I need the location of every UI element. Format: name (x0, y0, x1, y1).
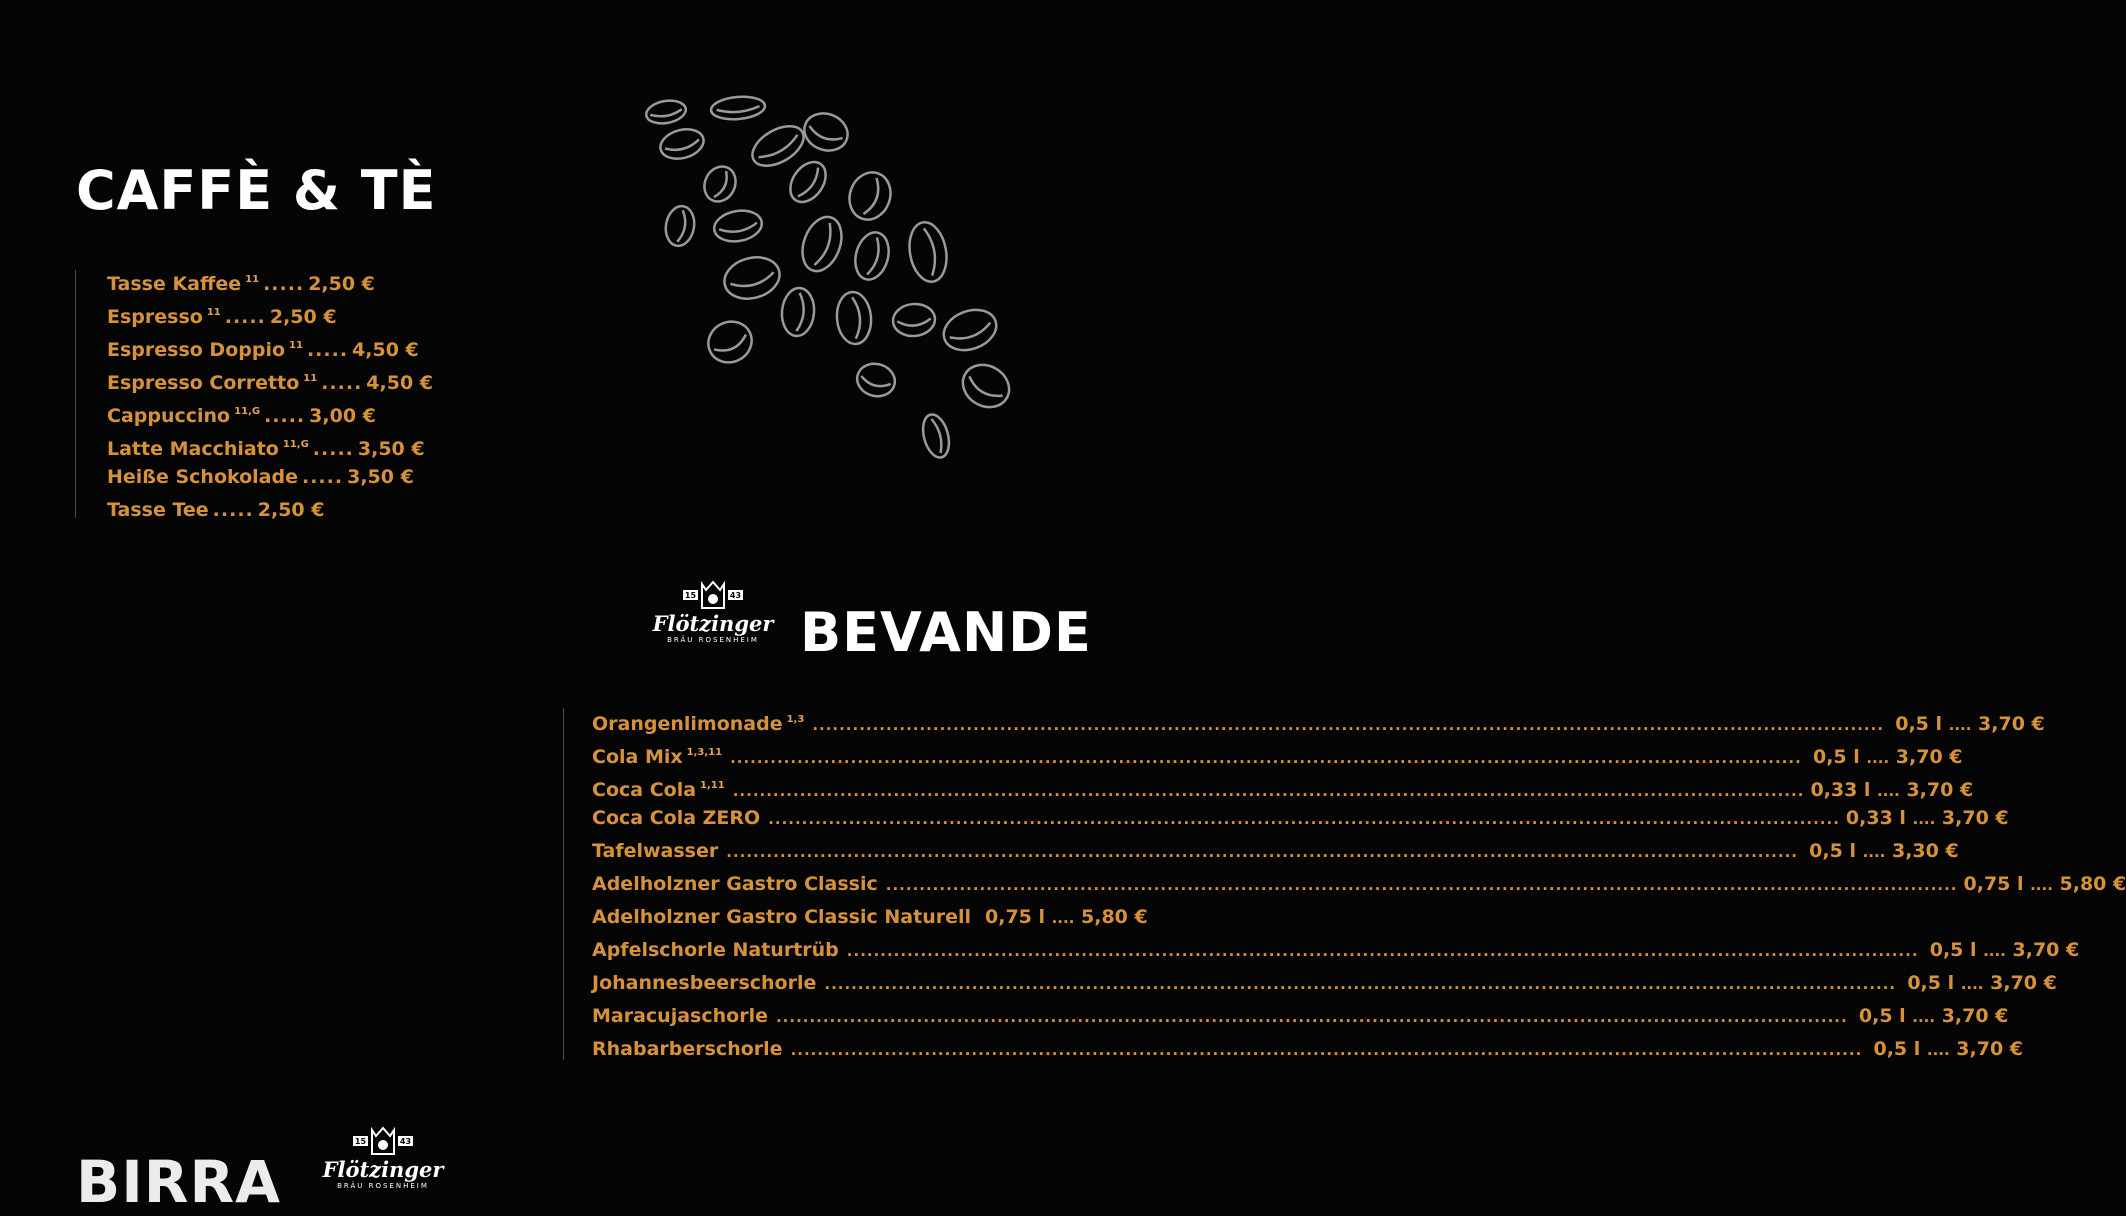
caffe-item (107, 397, 433, 430)
coffee-bean (955, 357, 1017, 416)
dot-leader: ................................................................................................................................................................ (732, 782, 1805, 800)
item-name-wrap (592, 835, 718, 868)
item-price: 4,50 € (352, 339, 419, 361)
dot-leader: ................................................................................................................................................................ (775, 1008, 1848, 1026)
dot-leader: ..... (264, 405, 306, 427)
dot-leader: .... (1862, 843, 1886, 861)
item-name: Maracujaschorle (592, 1005, 768, 1027)
item-name-wrap (592, 1033, 783, 1066)
caffe-title: CAFFÈ & TÈ (76, 159, 437, 222)
coffee-bean (892, 302, 937, 338)
item-name: Heiße Schokolade (107, 466, 298, 488)
coffee-bean (850, 229, 893, 284)
bevande-item (592, 835, 1959, 868)
allergen-note: 11 (206, 307, 221, 318)
coffee-beans-icon (630, 80, 1030, 480)
item-name: Cola Mix (592, 746, 683, 768)
item-price: 2,50 € (269, 306, 337, 328)
item-name-wrap (592, 868, 878, 901)
caffe-divider (75, 270, 76, 518)
item-price: 3,70 € (1941, 807, 2009, 829)
item-volume: 0,5 l (1858, 1005, 1906, 1027)
allergen-note: 11,G (282, 439, 309, 450)
item-volume: 0,5 l (1907, 972, 1955, 994)
coffee-bean (919, 412, 954, 461)
bevande-item (592, 868, 2126, 901)
brand-subtitle: BRÄU ROSENHEIM (337, 1182, 429, 1190)
item-name: Adelholzner Gastro Classic Naturell (592, 906, 971, 928)
item-name: Cappuccino (107, 405, 231, 427)
dot-leader: ................................................................................................................................................................ (790, 1041, 1863, 1059)
coffee-bean (746, 118, 810, 174)
item-name: Espresso Corretto (107, 372, 300, 394)
caffe-item (107, 463, 433, 496)
item-name-wrap (592, 1000, 768, 1033)
item-name: Apfelschorle Naturtrüb (592, 939, 839, 961)
bevande-item (592, 802, 2009, 835)
item-price: 3,30 € (1891, 840, 1959, 862)
coffee-bean (835, 291, 873, 346)
item-name: Tasse Tee (107, 499, 209, 521)
item-name: Tafelwasser (592, 840, 719, 862)
year-right: 43 (399, 1137, 412, 1146)
item-price: 3,70 € (1941, 1005, 2009, 1027)
item-volume: 0,33 l (1810, 779, 1871, 801)
dot-leader: ..... (321, 372, 363, 394)
item-name-wrap (592, 967, 816, 1000)
coffee-bean (843, 167, 897, 226)
dot-leader: .... (1051, 909, 1075, 927)
allergen-note: 11 (303, 373, 318, 384)
bevande-list (592, 703, 2126, 1066)
floetzinger-logo (648, 578, 778, 645)
bevande-item (592, 901, 1148, 934)
brand-subtitle: BRÄU ROSENHEIM (667, 636, 759, 644)
item-name-wrap (592, 901, 971, 934)
coffee-bean (854, 360, 899, 401)
coffee-bean (938, 303, 1002, 357)
year-right: 43 (729, 591, 742, 600)
item-price: 4,50 € (366, 372, 434, 394)
dot-leader: .... (1960, 975, 1984, 993)
item-price: 3,70 € (1895, 746, 1963, 768)
bevande-title: BEVANDE (800, 601, 1092, 664)
coffee-bean (644, 98, 687, 127)
dot-leader: ................................................................................................................................................................ (885, 876, 1958, 894)
caffe-item (107, 265, 433, 298)
item-name: Espresso (107, 306, 203, 328)
item-price: 2,50 € (257, 499, 325, 521)
item-name: Espresso Doppio (107, 339, 286, 361)
item-price: 5,80 € (2059, 873, 2126, 895)
item-name-wrap (592, 802, 760, 835)
dot-leader: ................................................................................................................................................................ (768, 810, 1840, 828)
item-name: Adelholzner Gastro Classic (592, 873, 878, 895)
dot-leader: ..... (306, 339, 349, 361)
coffee-bean (712, 207, 764, 245)
bevande-item (592, 967, 2057, 1000)
coffee-bean (783, 155, 833, 208)
dot-leader: ................................................................................................................................................................ (726, 843, 1798, 861)
year-left: 15 (684, 591, 697, 600)
brand-name: Flötzinger (652, 611, 774, 636)
year-left: 15 (354, 1137, 367, 1146)
item-volume: 0,5 l (1895, 713, 1943, 735)
item-volume: 0,33 l (1845, 807, 1906, 829)
allergen-note: 1,11 (700, 780, 725, 791)
coffee-bean (905, 219, 951, 284)
item-name: Rhabarberschorle (592, 1038, 783, 1060)
item-price: 3,70 € (1978, 713, 2045, 735)
bevande-divider (563, 708, 564, 1060)
dot-leader: ..... (224, 306, 266, 328)
item-price: 3,70 € (1906, 779, 1974, 801)
item-price: 2,50 € (308, 273, 375, 295)
dot-leader: ..... (212, 499, 254, 521)
item-volume: 0,75 l (985, 906, 1046, 928)
dot-leader: ................................................................................................................................................................ (812, 716, 1885, 734)
caffe-item (107, 331, 433, 364)
dot-leader: ..... (312, 438, 354, 460)
allergen-note: 11,G (234, 406, 261, 417)
dot-leader: .... (1912, 1008, 1936, 1026)
dot-leader: .... (1866, 749, 1890, 767)
item-price: 3,50 € (357, 438, 425, 460)
allergen-note: 11 (245, 274, 260, 285)
bevande-item (592, 1033, 2023, 1066)
bevande-item (592, 1000, 2009, 1033)
brand-name: Flötzinger (322, 1157, 444, 1182)
item-price: 3,50 € (347, 466, 414, 488)
allergen-note: 11 (289, 340, 303, 351)
dot-leader: .... (1912, 810, 1936, 828)
caffe-item (107, 364, 433, 397)
coffee-bean (720, 251, 784, 304)
allergen-note: 1,3 (786, 714, 805, 725)
coffee-bean (699, 161, 741, 206)
item-volume: 0,5 l (1873, 1038, 1921, 1060)
floetzinger-logo-birra (318, 1124, 448, 1191)
item-name: Latte Macchiato (107, 438, 279, 460)
caffe-item (107, 430, 433, 463)
coffee-bean (663, 204, 698, 248)
dot-leader: ................................................................................................................................................................ (730, 749, 1802, 767)
item-name: Orangenlimonade (592, 713, 783, 735)
item-name: Tasse Kaffee (107, 273, 242, 295)
item-name-wrap (592, 934, 839, 967)
brewery-crest-icon (350, 1124, 416, 1158)
item-volume: 0,5 l (1929, 939, 1977, 961)
dot-leader: .... (1983, 942, 2006, 960)
item-price: 3,00 € (309, 405, 376, 427)
item-name: Coca Cola (592, 779, 697, 801)
dot-leader: .... (2030, 876, 2053, 894)
caffe-item (107, 298, 433, 331)
item-price: 3,70 € (1956, 1038, 2023, 1060)
coffee-bean (799, 108, 853, 157)
allergen-note: 1,3,11 (686, 747, 723, 758)
item-volume: 0,5 l (1809, 840, 1856, 862)
dot-leader: .... (1926, 1041, 1950, 1059)
caffe-list (107, 265, 433, 529)
coffee-bean (780, 287, 816, 338)
item-volume: 0,75 l (1963, 873, 2024, 895)
dot-leader: ................................................................................................................................................................ (824, 975, 1897, 993)
item-price: 5,80 € (1081, 906, 1148, 928)
dot-leader: ................................................................................................................................................................ (846, 942, 1919, 960)
dot-leader: .... (1877, 782, 1900, 800)
coffee-bean (702, 315, 759, 370)
dot-leader: ..... (263, 273, 305, 295)
dot-leader: .... (1948, 716, 1972, 734)
item-price: 3,70 € (2012, 939, 2080, 961)
birra-title: BIRRA (76, 1148, 281, 1216)
bevande-item (592, 703, 2045, 736)
item-name: Coca Cola ZERO (592, 807, 761, 829)
item-volume: 0,5 l (1812, 746, 1860, 768)
bevande-item (592, 934, 2080, 967)
caffe-item (107, 496, 433, 529)
dot-leader: ..... (302, 466, 344, 488)
item-name: Johannesbeerschorle (592, 972, 817, 994)
coffee-bean (657, 125, 707, 163)
coffee-bean (710, 95, 766, 122)
brewery-crest-icon (680, 578, 746, 612)
item-price: 3,70 € (1990, 972, 2057, 994)
coffee-bean (796, 212, 849, 277)
